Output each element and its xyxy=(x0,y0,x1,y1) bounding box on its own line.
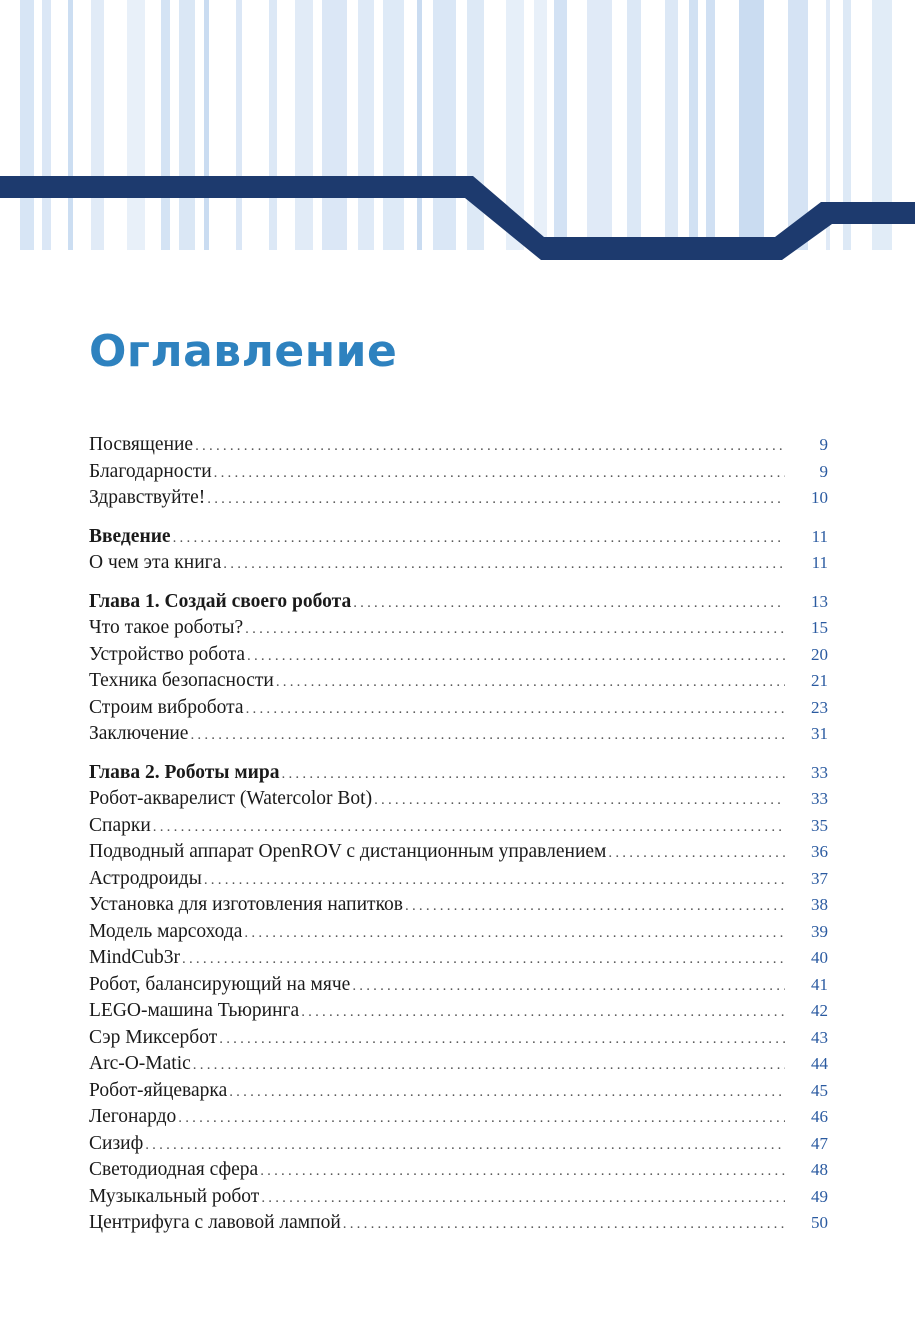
toc-entry-label: Музыкальный робот xyxy=(89,1185,260,1207)
toc-chapter-entry[interactable] xyxy=(89,591,828,618)
toc-entry-label: Arc-O-Matic xyxy=(89,1053,191,1074)
banner-stripe xyxy=(358,0,374,250)
dot-leader xyxy=(182,951,785,968)
toc-entry-label: Заключение xyxy=(89,723,189,744)
toc-entry[interactable] xyxy=(89,617,828,644)
dot-leader xyxy=(207,491,785,508)
toc-page-number: 11 xyxy=(811,526,828,546)
toc-entry[interactable] xyxy=(89,723,828,750)
toc-entry-label: Что такое роботы? xyxy=(89,617,244,638)
toc-page-number: 31 xyxy=(811,724,828,743)
toc-page-number: 35 xyxy=(811,815,828,835)
toc-entry-label: Строим вибробота xyxy=(89,696,244,718)
toc-entry-label: О чем эта книга xyxy=(89,552,222,573)
toc-page-number: 15 xyxy=(811,618,828,637)
banner-stripe xyxy=(739,0,764,250)
dot-leader xyxy=(204,872,785,889)
banner-stripe xyxy=(179,0,195,250)
dot-leader xyxy=(246,701,785,718)
banner-stripe xyxy=(665,0,678,250)
toc-entry-label: Спарки xyxy=(89,814,151,836)
toc-entry-label: Посвящение xyxy=(89,434,194,455)
toc-entry[interactable] xyxy=(89,974,828,1001)
toc-entry-label: LEGO-машина Тьюринга xyxy=(89,1000,300,1021)
dot-leader xyxy=(219,1031,785,1048)
banner-stripe xyxy=(204,0,209,250)
toc-entry[interactable] xyxy=(89,788,828,815)
toc-entry[interactable] xyxy=(89,1027,828,1054)
banner-stripe xyxy=(295,0,313,250)
dot-leader xyxy=(301,1004,785,1021)
banner-stripe xyxy=(42,0,51,250)
dot-leader xyxy=(193,1057,785,1074)
dot-leader xyxy=(405,898,785,915)
toc-entry-label: Робот, балансирующий на мяче xyxy=(89,973,351,995)
toc-entry-label: MindCub3r xyxy=(89,947,181,968)
toc-section xyxy=(89,762,828,1239)
toc-page-number: 11 xyxy=(811,553,828,572)
toc-entry-label: Глава 2. Роботы мира xyxy=(89,761,280,783)
toc-entry[interactable] xyxy=(89,1000,828,1027)
dot-leader xyxy=(145,1137,785,1154)
dot-leader xyxy=(352,978,785,995)
banner-stripe xyxy=(689,0,698,250)
toc-entry[interactable] xyxy=(89,644,828,671)
toc-page-number: 44 xyxy=(811,1054,828,1073)
toc-entry[interactable] xyxy=(89,868,828,895)
toc-entry[interactable] xyxy=(89,487,828,514)
dot-leader xyxy=(178,1110,785,1127)
header-banner xyxy=(0,0,915,265)
banner-stripe xyxy=(383,0,404,250)
toc-entry-label: Сизиф xyxy=(89,1132,144,1154)
dot-leader xyxy=(343,1216,785,1233)
dot-leader xyxy=(153,819,785,836)
dot-leader xyxy=(223,556,785,573)
toc-page-number: 48 xyxy=(811,1160,828,1179)
toc-chapter-entry[interactable] xyxy=(89,762,828,789)
toc-entry[interactable] xyxy=(89,894,828,921)
toc-page-number: 13 xyxy=(811,591,828,611)
toc-entry-label: Робот-яйцеварка xyxy=(89,1079,228,1101)
toc-page-number: 38 xyxy=(811,895,828,914)
dot-leader xyxy=(247,648,785,665)
toc-entry[interactable] xyxy=(89,1080,828,1107)
toc-entry[interactable] xyxy=(89,1106,828,1133)
banner-stripe xyxy=(587,0,612,250)
toc-entry[interactable] xyxy=(89,434,828,461)
toc-page-number: 41 xyxy=(811,974,828,994)
dot-leader xyxy=(282,766,785,783)
banner-stripe xyxy=(269,0,277,250)
toc-section xyxy=(89,434,828,514)
table-of-contents xyxy=(89,434,828,1251)
toc-entry[interactable] xyxy=(89,1186,828,1213)
toc-page-number: 45 xyxy=(811,1080,828,1100)
toc-entry-label: Техника безопасности xyxy=(89,670,274,691)
banner-stripe xyxy=(554,0,567,250)
toc-entry-label: Здравствуйте! xyxy=(89,487,206,508)
toc-entry[interactable] xyxy=(89,461,828,488)
banner-stripe xyxy=(467,0,484,250)
dot-leader xyxy=(173,530,785,547)
banner-stripe xyxy=(127,0,145,250)
toc-entry[interactable] xyxy=(89,1053,828,1080)
toc-entry-label: Глава 1. Создай своего робота xyxy=(89,590,352,612)
toc-entry-label: Робот-акварелист (Watercolor Bot) xyxy=(89,788,373,809)
dot-leader xyxy=(608,845,785,862)
barcode-stripes xyxy=(20,0,892,250)
toc-page-number: 20 xyxy=(811,644,828,664)
banner-stripe xyxy=(433,0,456,250)
toc-page-number: 50 xyxy=(811,1213,828,1232)
toc-entry[interactable] xyxy=(89,921,828,948)
dot-leader xyxy=(245,621,785,638)
dot-leader xyxy=(214,465,785,482)
toc-entry[interactable] xyxy=(89,670,828,697)
toc-entry[interactable] xyxy=(89,1212,828,1239)
banner-stripe xyxy=(20,0,34,250)
dot-leader xyxy=(195,438,785,455)
dot-leader xyxy=(244,925,785,942)
dot-leader xyxy=(374,792,785,809)
toc-page-number: 9 xyxy=(819,461,828,481)
toc-entry[interactable] xyxy=(89,947,828,974)
toc-page-number: 10 xyxy=(811,488,828,507)
dot-leader xyxy=(276,674,785,691)
toc-page-number: 39 xyxy=(811,921,828,941)
toc-page-number: 49 xyxy=(811,1186,828,1206)
toc-page-number: 23 xyxy=(811,697,828,717)
page-title: Оглавление xyxy=(89,326,398,377)
banner-stripe xyxy=(236,0,242,250)
toc-page-number: 47 xyxy=(811,1133,828,1153)
banner-stripe xyxy=(68,0,73,250)
toc-entry-label: Введение xyxy=(89,525,171,547)
toc-entry[interactable] xyxy=(89,552,828,579)
banner-stripe xyxy=(161,0,170,250)
dot-leader xyxy=(229,1084,785,1101)
toc-page-number: 9 xyxy=(819,435,828,454)
banner-stripe xyxy=(706,0,715,250)
toc-entry[interactable] xyxy=(89,1133,828,1160)
banner-stripe xyxy=(788,0,808,250)
toc-entry-label: Сэр Миксербот xyxy=(89,1026,218,1048)
toc-page-number: 43 xyxy=(811,1027,828,1047)
toc-section xyxy=(89,526,828,579)
banner-stripe xyxy=(417,0,422,250)
banner-stripe xyxy=(627,0,641,250)
toc-entry[interactable] xyxy=(89,697,828,724)
toc-page-number: 42 xyxy=(811,1001,828,1020)
dot-leader xyxy=(260,1163,785,1180)
toc-entry-label: Устройство робота xyxy=(89,643,246,665)
toc-section xyxy=(89,591,828,750)
toc-page-number: 33 xyxy=(811,762,828,782)
toc-entry[interactable] xyxy=(89,815,828,842)
toc-entry-label: Центрифуга с лавовой лампой xyxy=(89,1212,341,1233)
toc-page-number: 36 xyxy=(811,842,828,861)
toc-entry-label: Установка для изготовления напитков xyxy=(89,894,404,915)
toc-page-number: 21 xyxy=(811,671,828,690)
toc-page-number: 40 xyxy=(811,948,828,967)
toc-page-number: 33 xyxy=(811,789,828,808)
dot-leader xyxy=(261,1190,785,1207)
toc-chapter-entry[interactable] xyxy=(89,526,828,553)
toc-entry-label: Светодиодная сфера xyxy=(89,1159,259,1180)
dot-leader xyxy=(353,595,785,612)
toc-entry-label: Легонардо xyxy=(89,1106,177,1127)
toc-entry[interactable] xyxy=(89,1159,828,1186)
toc-entry-label: Благодарности xyxy=(89,460,212,482)
banner-stripe xyxy=(322,0,347,250)
toc-page-number: 46 xyxy=(811,1107,828,1126)
banner-stripe xyxy=(91,0,104,250)
toc-entry-label: Подводный аппарат OpenROV с дистанционным управлением xyxy=(89,841,607,862)
dot-leader xyxy=(190,727,785,744)
toc-page-number: 37 xyxy=(811,868,828,888)
toc-entry-label: Модель марсохода xyxy=(89,920,243,942)
toc-entry[interactable] xyxy=(89,841,828,868)
toc-entry-label: Астродроиды xyxy=(89,867,202,889)
banner-stripe xyxy=(534,0,547,250)
